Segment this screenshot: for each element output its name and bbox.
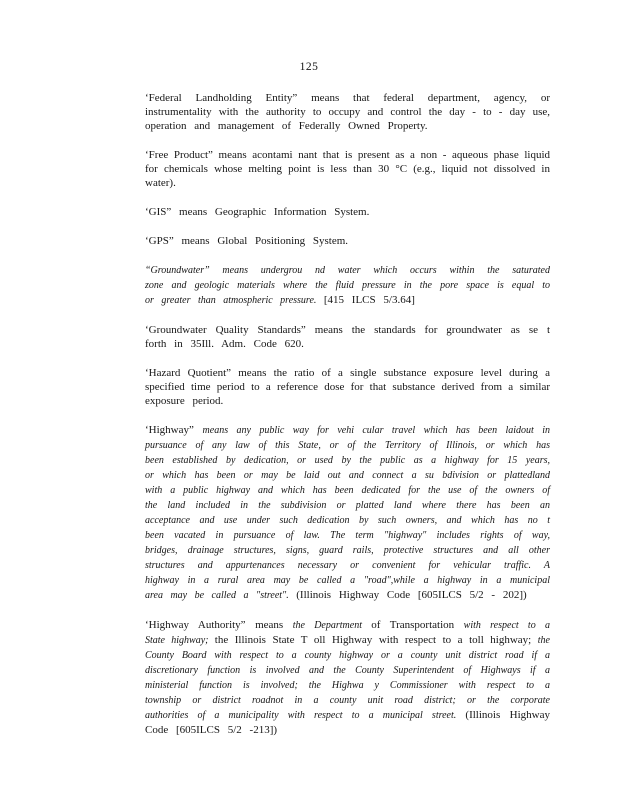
text-line	[145, 380, 550, 394]
text-segment-italic: the	[537, 635, 550, 646]
text-segment-roman: ‘Highway”	[145, 424, 203, 436]
text-line	[145, 423, 550, 438]
text-segment-roman: ‘GIS” means Geographic Information System.	[145, 206, 370, 218]
text-line	[145, 513, 550, 528]
text-line	[145, 693, 550, 708]
text-segment-roman: ‘Hazard Quotient” means the ratio of a single substance exposure level during a	[145, 367, 550, 379]
text-line	[145, 366, 550, 380]
text-line	[145, 278, 550, 293]
text-segment-italic: authorities of a municipality with respect to a municipal street.	[145, 710, 466, 721]
paragraph-highway-authority	[145, 618, 550, 737]
text-segment-italic: County Board with respect to a county highway or a county unit district road if a	[145, 650, 550, 661]
text-segment-italic: bridges, drainage structures, signs, guard rails, protective structures and all other	[145, 545, 550, 556]
text-segment-roman: Code [605ILCS 5/2 -213])	[145, 724, 278, 736]
text-segment-roman: operation and management of Federally Owned Property.	[145, 120, 428, 132]
text-line	[145, 91, 550, 105]
text-segment-roman: the Illinois State T oll Highway with respect to a toll highway;	[214, 634, 538, 646]
text-line	[145, 678, 550, 693]
text-line	[145, 663, 550, 678]
text-line	[145, 498, 550, 513]
text-line	[145, 205, 550, 219]
paragraph-federal-landholding-entity	[145, 91, 550, 133]
text-line	[145, 105, 550, 119]
text-segment-roman: water).	[145, 177, 176, 189]
text-segment-italic: structures and appurtenances necessary or convenient for vehicular traffic. A	[145, 560, 550, 571]
text-line	[145, 453, 550, 468]
text-segment-italic: been established by dedication, or used by the public as a highway for 15 years,	[145, 455, 550, 466]
text-line	[145, 528, 550, 543]
text-line	[145, 468, 550, 483]
text-line	[145, 573, 550, 588]
text-segment-italic: township or district roadnot in a county unit road district; or the corporate	[145, 695, 550, 706]
text-line	[145, 293, 550, 308]
text-line	[145, 394, 550, 408]
text-segment-roman: specified time period to a reference dose for that substance derived from a similar	[145, 381, 550, 393]
text-segment-roman: for chemicals whose melting point is less than 30 °C (e.g., liquid not dissolved in	[145, 163, 550, 175]
text-segment-roman: (Illinois Highway	[465, 709, 550, 721]
text-segment-roman: ‘Federal Landholding Entity” means that federal department, agency, or	[145, 92, 550, 104]
paragraph-groundwater	[145, 263, 550, 308]
text-line	[145, 723, 550, 737]
text-line	[145, 438, 550, 453]
text-segment-roman: of Transportation	[371, 619, 464, 631]
text-segment-italic: pursuance of any law of this State, or of the Territory of Illinois, or which has	[145, 440, 550, 451]
text-line	[145, 234, 550, 248]
text-segment-italic: discretionary function is involved and the County Superintendent of Highways if a	[145, 665, 550, 676]
text-segment-roman: forth in 35Ill. Adm. Code 620.	[145, 338, 304, 350]
text-line	[145, 323, 550, 337]
text-segment-italic: with a public highway and which has been dedicated for the use of the owners of	[145, 485, 550, 496]
text-segment-italic: acceptance and use under such dedication by such owners, and which has no t	[145, 515, 550, 526]
text-segment-roman: (Illinois Highway Code [605ILCS 5/2 - 202])	[296, 589, 527, 601]
text-segment-roman: [415 ILCS 5/3.64]	[323, 294, 415, 306]
paragraph-highway	[145, 423, 550, 603]
text-segment-italic: or greater than atmospheric pressure.	[145, 295, 324, 306]
text-segment-roman: ‘Groundwater Quality Standards” means the standards for groundwater as se t	[145, 324, 550, 336]
text-line	[145, 633, 550, 648]
text-segment-italic: or which has been or may be laid out and connect a su bdivision or plattedland	[145, 470, 550, 481]
paragraph-groundwater-quality-standards	[145, 323, 550, 351]
text-segment-italic: means any public way for vehi cular travel which has been laidout in	[202, 425, 550, 436]
text-line	[145, 162, 550, 176]
text-segment-italic: zone and geologic materials where the fluid pressure in the pore space is equal to	[145, 280, 550, 291]
text-segment-italic: State highway;	[145, 635, 215, 646]
document-body	[145, 91, 550, 752]
text-segment-italic: area may be called a "street".	[145, 590, 297, 601]
text-segment-italic: been vacated in pursuance of law. The term "highway" includes rights of way,	[145, 530, 550, 541]
text-line	[145, 119, 550, 133]
text-line	[145, 148, 550, 162]
text-line	[145, 543, 550, 558]
text-segment-roman: ‘Free Product” means acontami nant that is present as a non - aqueous phase liquid	[145, 149, 550, 161]
text-segment-roman: instrumentality with the authority to occupy and control the day - to - day use,	[145, 106, 550, 118]
text-line	[145, 708, 550, 723]
text-line	[145, 558, 550, 573]
text-segment-italic: highway in a rural area may be called a "road",while a highway in a municipal	[145, 575, 550, 586]
text-segment-roman: ‘Highway Authority” means	[145, 619, 293, 631]
text-line	[145, 263, 550, 278]
text-segment-roman: exposure period.	[145, 395, 224, 407]
text-line	[145, 337, 550, 351]
paragraph-free-product	[145, 148, 550, 190]
text-segment-italic: ministerial function is involved; the Highwa y Commissioner with respect to a	[145, 680, 550, 691]
text-segment-italic: “Groundwater” means undergrou nd water which occurs within the saturated	[145, 265, 550, 276]
text-segment-italic: the Department	[292, 620, 372, 631]
paragraph-gps	[145, 234, 550, 248]
text-segment-italic: the land included in the subdivision or platted land where there has been an	[145, 500, 550, 511]
paragraph-hazard-quotient	[145, 366, 550, 408]
paragraph-gis	[145, 205, 550, 219]
text-line	[145, 483, 550, 498]
page-number: 125	[299, 61, 319, 73]
text-segment-roman: ‘GPS” means Global Positioning System.	[145, 235, 349, 247]
text-line	[145, 618, 550, 633]
text-segment-italic: with respect to a	[463, 620, 550, 631]
text-line	[145, 588, 550, 603]
text-line	[145, 176, 550, 190]
text-line	[145, 648, 550, 663]
